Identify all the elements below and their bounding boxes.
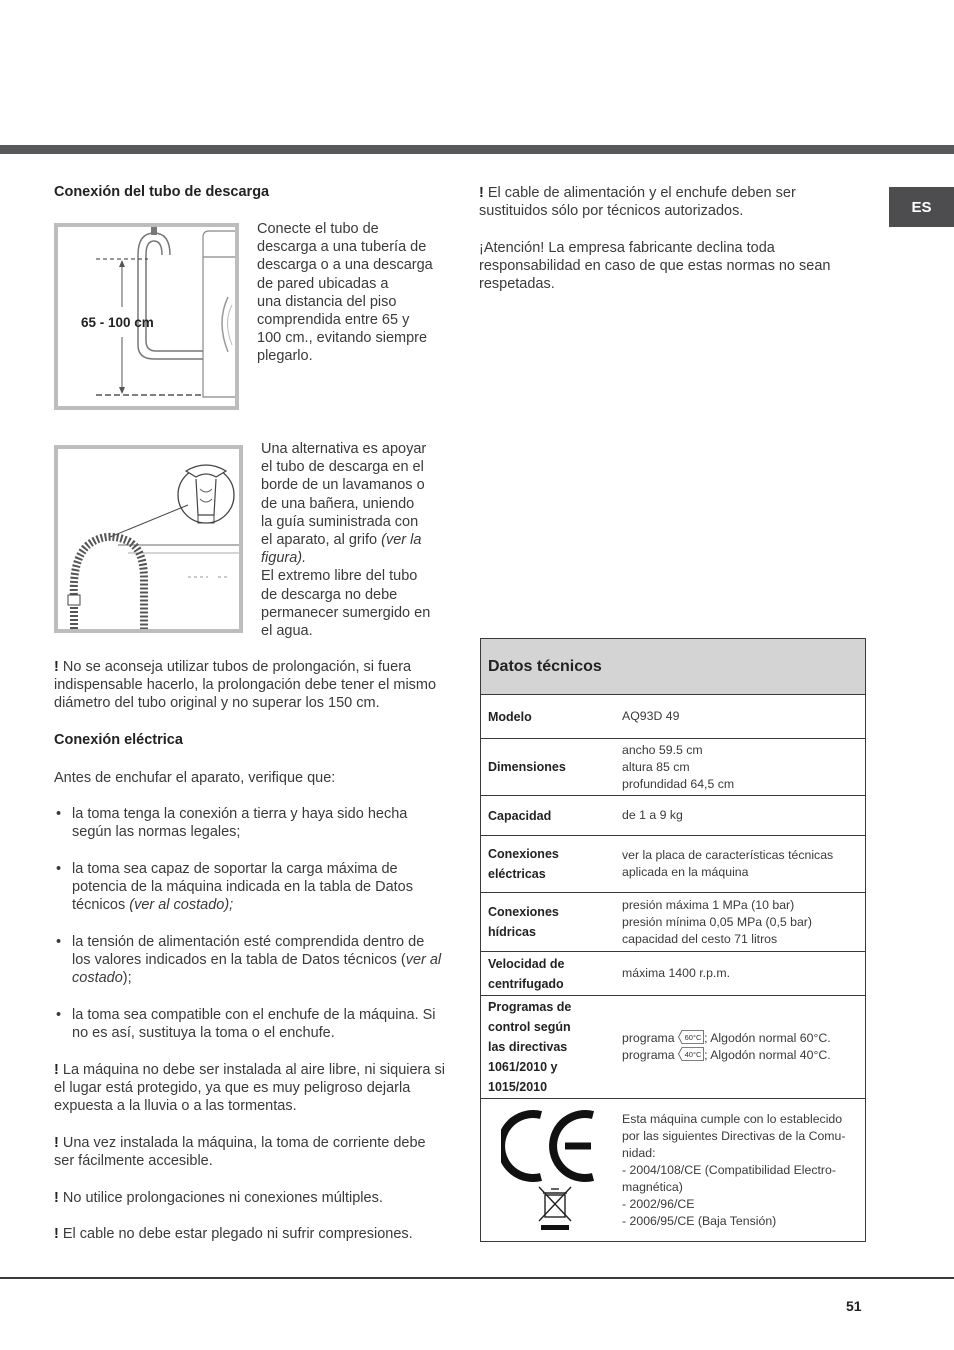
bottom-rule	[0, 1277, 954, 1279]
list-item: • la toma tenga la conexión a tierra y haya sido hecha según las normas legales;	[54, 805, 446, 841]
table-row	[481, 836, 865, 893]
row-label: Velocidad de centrifugado	[488, 956, 565, 991]
drain-heading: Conexión del tubo de descarga	[54, 184, 270, 200]
electric-checklist	[54, 805, 446, 1060]
row-value: ver la placa de características técnicas aplicada en la máquina	[622, 848, 834, 879]
row-value: programa 60°C ; Algodón normal 60°C. programa 40°C ; Algodón normal 40°C.	[622, 1031, 831, 1062]
program-60-icon	[678, 1030, 704, 1044]
electric-heading: Conexión eléctrica	[54, 732, 183, 748]
row-label: Conexiones eléctricas	[488, 847, 559, 881]
row-value: presión máxima 1 MPa (10 bar) presión mínima 0,05 MPa (0,5 bar) capacidad del cesto 71 litros	[622, 897, 813, 946]
weee-bin-icon	[539, 1187, 571, 1230]
electric-intro: Antes de enchufar el aparato, verifique que:	[54, 770, 336, 786]
sink-hose-figure	[54, 445, 243, 633]
table-row	[481, 695, 865, 739]
table-row	[481, 952, 865, 996]
list-item: • la tensión de alimentación esté comprendida dentro de los valores indicados en la tabla de Datos técnicos (ver al costado);	[54, 933, 446, 988]
row-label: Capacidad	[488, 808, 552, 823]
cable-warning: ! El cable no debe estar plegado ni sufrir compresiones.	[54, 1226, 413, 1242]
list-item: • la toma sea compatible con el enchufe de la máquina. Si no es así, sustituya la toma o el enchufe.	[54, 1006, 446, 1042]
row-label: Conexiones hídricas	[488, 905, 559, 939]
extension-cord-warning: ! No utilice prolongaciones ni conexiones múltiples.	[54, 1190, 383, 1206]
sink-hose-illustration	[58, 449, 239, 629]
technical-data-table	[480, 638, 866, 1242]
table-title: Datos técnicos	[481, 639, 865, 695]
socket-warning: ! Una vez instalada la máquina, la toma de corriente debe ser fácilmente accesible.	[54, 1135, 426, 1170]
height-range-label: 65 - 100 cm	[81, 315, 154, 330]
row-value: AQ93D 49	[622, 709, 680, 723]
outdoor-warning: ! La máquina no debe ser instalada al aire libre, ni siquiera si el lugar está protegido, ya que es muy peligroso dejarla expuesta a la lluvia o a las tormentas.	[54, 1062, 445, 1115]
svg-text:40°C: 40°C	[684, 1050, 702, 1059]
drain-height-figure	[54, 223, 239, 410]
program-40-icon	[678, 1047, 704, 1061]
row-label: Dimensiones	[488, 760, 566, 774]
top-rule	[0, 145, 954, 154]
table-row	[481, 739, 865, 796]
table-row	[481, 1099, 865, 1241]
ce-compliance-text: Esta máquina cumple con lo establecido por las siguientes Directivas de la Comu- nidad: - 2004/108/CE (Compatibilidad Electro- magnética) - 2002/96/CE - 2006/95/CE (Baja Tensión)	[622, 1111, 846, 1228]
row-label: Modelo	[488, 709, 532, 724]
table-row	[481, 996, 865, 1099]
cable-replacement-warning: ! El cable de alimentación y el enchufe deben ser sustituidos sólo por técnicos autorizados.	[479, 185, 796, 220]
table-row	[481, 796, 865, 836]
page-number: 51	[846, 1298, 862, 1314]
liability-notice: ¡Atención! La empresa fabricante declina toda responsabilidad en caso de que estas normas no sean respetadas.	[479, 240, 831, 293]
extension-warning: ! No se aconseja utilizar tubos de prolongación, si fuera indispensable hacerlo, la prolongación debe tener el mismo diámetro del tubo original y no superar los 150 cm.	[54, 659, 437, 712]
svg-text:60°C: 60°C	[684, 1033, 702, 1042]
row-value: de 1 a 9 kg	[622, 808, 683, 822]
table-row	[481, 893, 865, 952]
row-value: ancho 59.5 cm altura 85 cm profundidad 64,5 cm	[622, 742, 735, 791]
row-label: Programas de control según las directivas 1061/2010 y 1015/2010	[488, 1000, 572, 1094]
drain-paragraph-2: Una alternativa es apoyar el tubo de descarga en el borde de un lavamanos o de una bañera, uniendo la guía suministrada con el aparato, al grifo (ver la figura). El extremo libre del tubo de descarga no debe permanecer sumergido en el agua.	[261, 441, 431, 640]
row-value: máxima 1400 r.p.m.	[622, 966, 730, 980]
drain-paragraph-1: Conecte el tubo de descarga a una tubería de descarga o a una descarga de pared ubicadas a una distancia del piso comprendida entre 65 y 100 cm., evitando siempre plegarlo.	[257, 221, 433, 365]
list-item: • la toma sea capaz de soportar la carga máxima de potencia de la máquina indicada en la tabla de Datos técnicos (ver al costado);	[54, 860, 446, 915]
language-tab: ES	[889, 187, 954, 227]
ce-mark-icon	[501, 1105, 601, 1233]
